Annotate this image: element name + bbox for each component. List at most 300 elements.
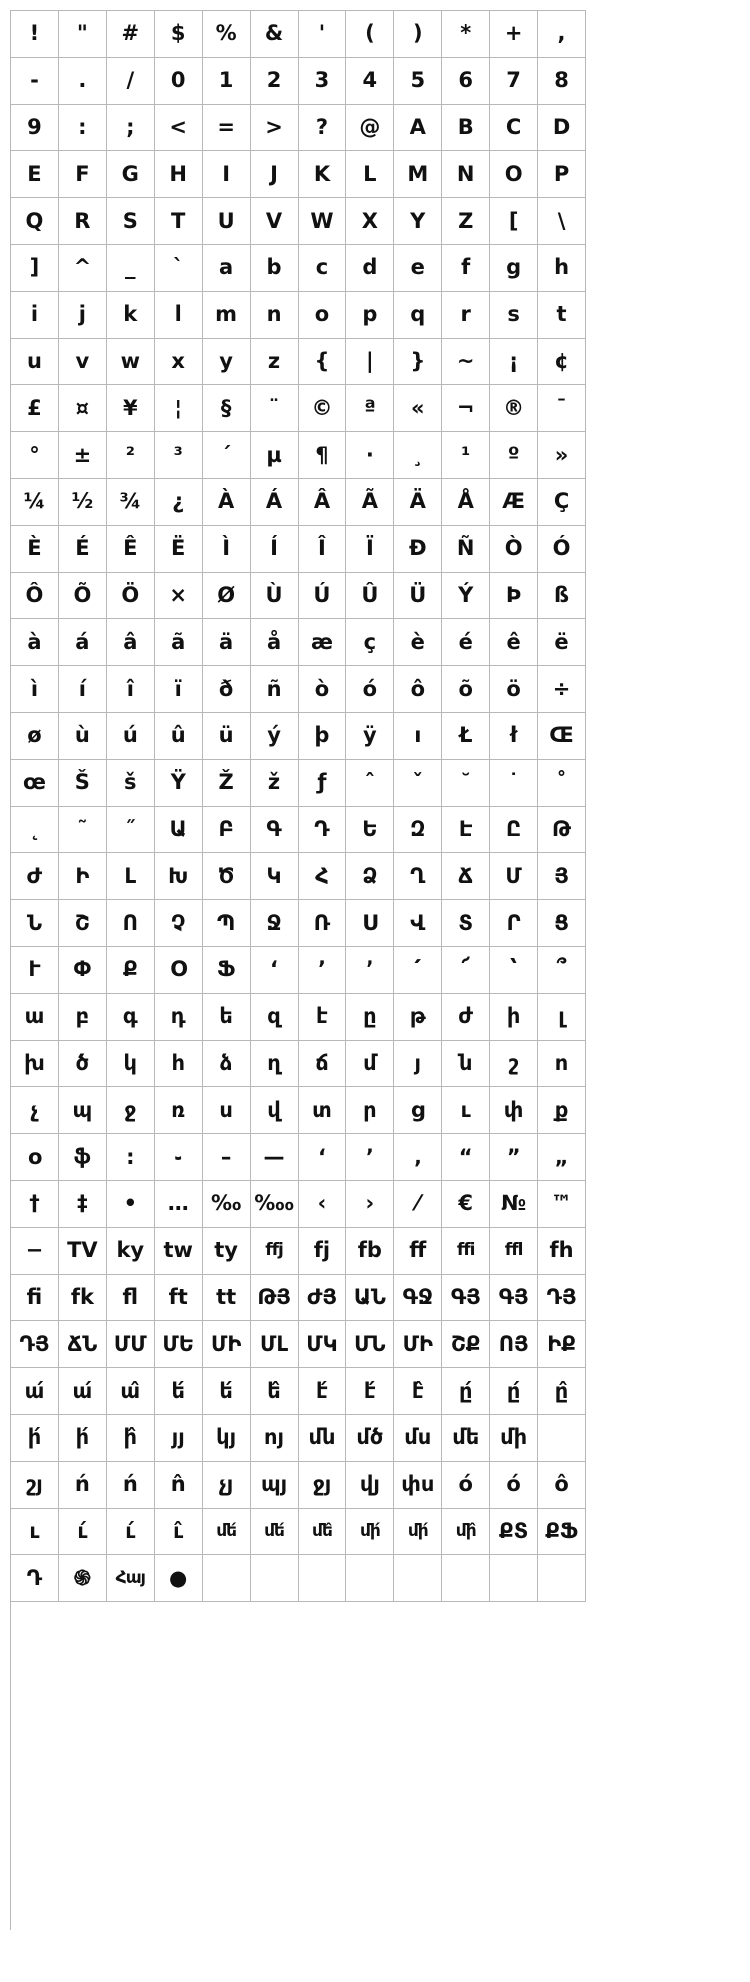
glyph-cell: ¡: [490, 339, 538, 386]
glyph-cell: &: [251, 11, 299, 58]
glyph-cell: k: [107, 292, 155, 339]
glyph-cell: ñ: [251, 666, 299, 713]
glyph-cell: G: [107, 151, 155, 198]
glyph-cell: ˙: [490, 760, 538, 807]
glyph-cell: È: [11, 526, 59, 573]
glyph-cell: í: [59, 666, 107, 713]
glyph-cell: ց: [394, 1087, 442, 1134]
glyph-cell: ‰: [203, 1181, 251, 1228]
glyph-cell: fk: [59, 1275, 107, 1322]
glyph-cell: ï: [155, 666, 203, 713]
glyph-cell: µ: [251, 432, 299, 479]
glyph-cell: ա́: [59, 1368, 107, 1415]
glyph-cell: Դ: [11, 1555, 59, 1602]
glyph-cell: Ð: [394, 526, 442, 573]
glyph-cell: −: [11, 1228, 59, 1275]
glyph-cell: ¯: [538, 385, 586, 432]
glyph-cell: տ: [299, 1087, 347, 1134]
glyph-cell: ոյ: [251, 1415, 299, 1462]
glyph-cell: Հայ: [107, 1555, 155, 1602]
glyph-cell: ւ: [11, 1509, 59, 1556]
glyph-cell: K: [299, 151, 347, 198]
glyph-cell: r: [442, 292, 490, 339]
glyph-cell: մե́: [251, 1509, 299, 1556]
glyph-cell: q: [394, 292, 442, 339]
glyph-cell: ե́: [203, 1368, 251, 1415]
glyph-cell: ի: [490, 994, 538, 1041]
glyph-cell: Մ: [490, 853, 538, 900]
glyph-cell: ը́: [490, 1368, 538, 1415]
glyph-cell: ž: [251, 760, 299, 807]
glyph-cell: ԹՅ: [251, 1275, 299, 1322]
glyph-cell: [538, 1555, 586, 1602]
glyph-cell: Ì: [203, 526, 251, 573]
glyph-cell: [490, 1555, 538, 1602]
glyph-cell: Ž: [203, 760, 251, 807]
glyph-cell: [: [490, 198, 538, 245]
glyph-cell: –: [203, 1134, 251, 1181]
glyph-cell: շյ: [11, 1462, 59, 1509]
glyph-cell: ֆ: [59, 1134, 107, 1181]
glyph-cell: մի́: [346, 1509, 394, 1556]
glyph-cell: Ծ: [203, 853, 251, 900]
glyph-cell: s: [490, 292, 538, 339]
glyph-cell: ՞: [538, 947, 586, 994]
glyph-cell: Ø: [203, 573, 251, 620]
glyph-cell: ‚: [394, 1134, 442, 1181]
glyph-cell: Վ: [394, 900, 442, 947]
glyph-cell: ճ: [299, 1041, 347, 1088]
glyph-cell: ™: [538, 1181, 586, 1228]
glyph-cell: ö: [490, 666, 538, 713]
glyph-cell: ե̂: [251, 1368, 299, 1415]
glyph-cell: ²: [107, 432, 155, 479]
glyph-cell: ü: [203, 713, 251, 760]
glyph-cell: Շ: [59, 900, 107, 947]
glyph-cell: n: [251, 292, 299, 339]
glyph-cell: Â: [299, 479, 347, 526]
glyph-cell: ty: [203, 1228, 251, 1275]
glyph-cell: օ: [11, 1134, 59, 1181]
glyph-cell: 7: [490, 58, 538, 105]
glyph-cell: A: [394, 105, 442, 152]
glyph-cell: ՔՖ: [538, 1509, 586, 1556]
glyph-cell: û: [155, 713, 203, 760]
glyph-cell: ա́: [11, 1368, 59, 1415]
glyph-cell: ã: [155, 619, 203, 666]
glyph-cell: ԳՋ: [394, 1275, 442, 1322]
glyph-cell: ՄԻ: [203, 1321, 251, 1368]
glyph-cell: ¦: [155, 385, 203, 432]
glyph-cell: մծ: [346, 1415, 394, 1462]
glyph-cell: դ: [155, 994, 203, 1041]
glyph-cell: Ք: [107, 947, 155, 994]
glyph-cell: °: [11, 432, 59, 479]
glyph-cell: Տ: [442, 900, 490, 947]
glyph-cell: ”: [490, 1134, 538, 1181]
glyph-cell: ‹: [299, 1181, 347, 1228]
glyph-cell: ffj: [251, 1228, 299, 1275]
glyph-cell: §: [203, 385, 251, 432]
glyph-cell: .: [59, 58, 107, 105]
glyph-cell: յյ: [155, 1415, 203, 1462]
glyph-cell: Զ: [394, 807, 442, 854]
glyph-cell: =: [203, 105, 251, 152]
glyph-cell: ˝: [107, 807, 155, 854]
glyph-cell: Á: [251, 479, 299, 526]
glyph-cell: g: [490, 245, 538, 292]
glyph-cell: ": [59, 11, 107, 58]
glyph-cell: Ց: [538, 900, 586, 947]
glyph-cell: ^: [59, 245, 107, 292]
glyph-cell: l: [155, 292, 203, 339]
glyph-cell: ~: [442, 339, 490, 386]
glyph-cell: Õ: [59, 573, 107, 620]
glyph-cell: P: [538, 151, 586, 198]
glyph-cell: +: [490, 11, 538, 58]
glyph-cell: Í: [251, 526, 299, 573]
glyph-cell: _: [107, 245, 155, 292]
glyph-cell: /: [107, 58, 155, 105]
glyph-cell: լ: [538, 994, 586, 1041]
glyph-cell: Ô: [11, 573, 59, 620]
glyph-cell: d: [346, 245, 394, 292]
glyph-cell: Š: [59, 760, 107, 807]
glyph-cell: Ւ: [11, 947, 59, 994]
glyph-cell: Գ: [251, 807, 299, 854]
glyph-cell: B: [442, 105, 490, 152]
glyph-cell: ª: [346, 385, 394, 432]
glyph-cell: º: [490, 432, 538, 479]
glyph-cell: I: [203, 151, 251, 198]
glyph-cell: ó: [442, 1462, 490, 1509]
glyph-cell: ՇՔ: [442, 1321, 490, 1368]
glyph-cell: ֊: [155, 1134, 203, 1181]
glyph-cell: ս: [203, 1087, 251, 1134]
glyph-cell: •: [107, 1181, 155, 1228]
glyph-cell: ffi: [442, 1228, 490, 1275]
glyph-cell: ՄԵ: [155, 1321, 203, 1368]
glyph-cell: ՛: [394, 947, 442, 994]
glyph-cell: ky: [107, 1228, 155, 1275]
glyph-cell: Z: [442, 198, 490, 245]
glyph-cell: Փ: [59, 947, 107, 994]
glyph-cell: ': [299, 11, 347, 58]
glyph-cell: ¤: [59, 385, 107, 432]
glyph-cell: է̂: [394, 1368, 442, 1415]
glyph-cell: մի́: [394, 1509, 442, 1556]
glyph-cell: ¥: [107, 385, 155, 432]
glyph-cell: ]: [11, 245, 59, 292]
glyph-cell: w: [107, 339, 155, 386]
glyph-cell: é: [442, 619, 490, 666]
glyph-cell: ’: [346, 1134, 394, 1181]
glyph-cell: ջ: [107, 1087, 155, 1134]
glyph-cell: Ա: [155, 807, 203, 854]
glyph-cell: ԱՆ: [346, 1275, 394, 1322]
glyph-cell: №: [490, 1181, 538, 1228]
glyph-cell: ԴՅ: [11, 1321, 59, 1368]
glyph-cell: 9: [11, 105, 59, 152]
glyph-cell: շ: [490, 1041, 538, 1088]
glyph-cell: ԳՅ: [490, 1275, 538, 1322]
glyph-cell: ե́: [155, 1368, 203, 1415]
glyph-cell: Թ: [538, 807, 586, 854]
glyph-cell: —: [251, 1134, 299, 1181]
glyph-cell: õ: [442, 666, 490, 713]
glyph-cell: Ժ: [11, 853, 59, 900]
glyph-cell: tw: [155, 1228, 203, 1275]
glyph-cell: T: [155, 198, 203, 245]
glyph-cell: Y: [394, 198, 442, 245]
glyph-cell: tt: [203, 1275, 251, 1322]
glyph-cell: ա̂: [107, 1368, 155, 1415]
glyph-cell: Ò: [490, 526, 538, 573]
glyph-cell: ç: [346, 619, 394, 666]
glyph-cell: <: [155, 105, 203, 152]
glyph-cell: £: [11, 385, 59, 432]
glyph-cell: մս: [394, 1415, 442, 1462]
glyph-cell: @: [346, 105, 394, 152]
glyph-cell: Œ: [538, 713, 586, 760]
glyph-cell: %: [203, 11, 251, 58]
glyph-cell: ղ: [251, 1041, 299, 1088]
glyph-cell: մե: [442, 1415, 490, 1462]
glyph-cell: S: [107, 198, 155, 245]
glyph-cell: À: [203, 479, 251, 526]
glyph-cell: Ե: [346, 807, 394, 854]
glyph-cell: ): [394, 11, 442, 58]
glyph-cell: ւ̂: [155, 1509, 203, 1556]
glyph-cell: ջյ: [299, 1462, 347, 1509]
glyph-cell: ¢: [538, 339, 586, 386]
glyph-cell: >: [251, 105, 299, 152]
glyph-cell: á: [59, 619, 107, 666]
glyph-cell: Ճ: [442, 853, 490, 900]
glyph-cell: պ: [59, 1087, 107, 1134]
glyph-cell: 8: [538, 58, 586, 105]
glyph-cell: 5: [394, 58, 442, 105]
glyph-cell: ¬: [442, 385, 490, 432]
glyph-cell: ð: [203, 666, 251, 713]
glyph-cell: ւ́: [59, 1509, 107, 1556]
glyph-cell: Ֆ: [203, 947, 251, 994]
glyph-cell: Ռ: [299, 900, 347, 947]
glyph-cell: Ó: [538, 526, 586, 573]
glyph-cell: a: [203, 245, 251, 292]
glyph-cell: :: [59, 105, 107, 152]
glyph-cell: վ: [251, 1087, 299, 1134]
glyph-cell: U: [203, 198, 251, 245]
glyph-cell: Օ: [155, 947, 203, 994]
glyph-cell: ·: [346, 432, 394, 479]
glyph-cell: ;: [107, 105, 155, 152]
glyph-cell: ի́: [11, 1415, 59, 1462]
glyph-cell: ն: [442, 1041, 490, 1088]
glyph-cell: Խ: [155, 853, 203, 900]
glyph-cell: M: [394, 151, 442, 198]
glyph-cell: ä: [203, 619, 251, 666]
glyph-cell: ը: [346, 994, 394, 1041]
glyph-cell: Ձ: [346, 853, 394, 900]
glyph-cell: ô: [394, 666, 442, 713]
glyph-cell: (: [346, 11, 394, 58]
glyph-cell: հ: [155, 1041, 203, 1088]
glyph-cell: 6: [442, 58, 490, 105]
glyph-cell: ˘: [442, 760, 490, 807]
glyph-cell: ó: [346, 666, 394, 713]
glyph-cell: C: [490, 105, 538, 152]
glyph-cell: բ: [59, 994, 107, 1041]
glyph-cell: ´: [203, 432, 251, 479]
glyph-cell: ¹: [442, 432, 490, 479]
glyph-cell: ¸: [394, 432, 442, 479]
glyph-cell: N: [442, 151, 490, 198]
glyph-cell: y: [203, 339, 251, 386]
glyph-cell: ը́: [442, 1368, 490, 1415]
glyph-cell: ë: [538, 619, 586, 666]
glyph-cell: է: [299, 994, 347, 1041]
glyph-cell: ԻՔ: [538, 1321, 586, 1368]
glyph-cell: ՚: [346, 947, 394, 994]
glyph-cell: ˆ: [346, 760, 394, 807]
glyph-cell: fb: [346, 1228, 394, 1275]
glyph-cell: E: [11, 151, 59, 198]
glyph-cell: [442, 1555, 490, 1602]
glyph-cell: \: [538, 198, 586, 245]
glyph-cell: վյ: [346, 1462, 394, 1509]
glyph-cell: Ä: [394, 479, 442, 526]
glyph-cell: e: [394, 245, 442, 292]
glyph-cell: խ: [11, 1041, 59, 1088]
glyph-cell: ՜: [442, 947, 490, 994]
glyph-cell: œ: [11, 760, 59, 807]
glyph-cell: 3: [299, 58, 347, 105]
glyph-cell: ‱: [251, 1181, 299, 1228]
glyph-cell: Ո: [107, 900, 155, 947]
glyph-cell: Ú: [299, 573, 347, 620]
glyph-cell: Ł: [442, 713, 490, 760]
glyph-cell: fl: [107, 1275, 155, 1322]
glyph-cell: ւ: [442, 1087, 490, 1134]
glyph-cell: ×: [155, 573, 203, 620]
glyph-cell: è: [394, 619, 442, 666]
glyph-cell: »: [538, 432, 586, 479]
glyph-cell: h: [538, 245, 586, 292]
glyph-cell: ˛: [11, 807, 59, 854]
glyph-cell: է́: [346, 1368, 394, 1415]
glyph-cell: փս: [394, 1462, 442, 1509]
glyph-cell: ù: [59, 713, 107, 760]
glyph-cell: ՃՆ: [59, 1321, 107, 1368]
glyph-cell: Ը: [490, 807, 538, 854]
glyph-cell: 1: [203, 58, 251, 105]
glyph-cell: Ö: [107, 573, 155, 620]
glyph-cell: š: [107, 760, 155, 807]
glyph-cell: fh: [538, 1228, 586, 1275]
glyph-cell: €: [442, 1181, 490, 1228]
glyph-cell: ⁄: [394, 1181, 442, 1228]
glyph-cell: i: [11, 292, 59, 339]
glyph-cell: կյ: [203, 1415, 251, 1462]
glyph-cell: n̂: [155, 1462, 203, 1509]
glyph-cell: ff: [394, 1228, 442, 1275]
glyph-cell: Է: [442, 807, 490, 854]
glyph-cell: ó: [490, 1462, 538, 1509]
glyph-cell: ռ: [155, 1087, 203, 1134]
glyph-cell: x: [155, 339, 203, 386]
glyph-cell: Ê: [107, 526, 155, 573]
glyph-cell: ՄՄ: [107, 1321, 155, 1368]
glyph-cell: þ: [299, 713, 347, 760]
glyph-cell: Լ: [107, 853, 155, 900]
glyph-cell: ý: [251, 713, 299, 760]
glyph-cell: î: [107, 666, 155, 713]
glyph-cell: Ñ: [442, 526, 490, 573]
glyph-cell: *: [442, 11, 490, 58]
glyph-cell: m: [203, 292, 251, 339]
glyph-cell: “: [442, 1134, 490, 1181]
glyph-cell: Դ: [299, 807, 347, 854]
glyph-cell: ¨: [251, 385, 299, 432]
glyph-cell: ձ: [203, 1041, 251, 1088]
glyph-cell: ՝: [490, 947, 538, 994]
glyph-cell: f: [442, 245, 490, 292]
glyph-cell: Q: [11, 198, 59, 245]
glyph-cell: {: [299, 339, 347, 386]
glyph-cell: ł: [490, 713, 538, 760]
glyph-cell: !: [11, 11, 59, 58]
glyph-cell: մի̂: [442, 1509, 490, 1556]
glyph-cell: Ç: [538, 479, 586, 526]
glyph-cell: fi: [11, 1275, 59, 1322]
glyph-cell: զ: [251, 994, 299, 1041]
glyph-cell: ffl: [490, 1228, 538, 1275]
glyph-cell: æ: [299, 619, 347, 666]
glyph-cell: ,: [538, 11, 586, 58]
glyph-cell: }: [394, 339, 442, 386]
glyph-cell: Պ: [203, 900, 251, 947]
glyph-cell: Ր: [490, 900, 538, 947]
glyph-cell: ք: [538, 1087, 586, 1134]
glyph-cell: fj: [299, 1228, 347, 1275]
glyph-cell: ú: [107, 713, 155, 760]
glyph-cell: «: [394, 385, 442, 432]
glyph-cell: p: [346, 292, 394, 339]
glyph-cell: Å: [442, 479, 490, 526]
glyph-cell: b: [251, 245, 299, 292]
glyph-cell: à: [11, 619, 59, 666]
glyph-cell: Ù: [251, 573, 299, 620]
glyph-cell: ô: [538, 1462, 586, 1509]
glyph-cell: t: [538, 292, 586, 339]
glyph-cell: Հ: [299, 853, 347, 900]
glyph-cell: Կ: [251, 853, 299, 900]
glyph-cell: ¶: [299, 432, 347, 479]
glyph-cell: մե̂: [299, 1509, 347, 1556]
glyph-cell: ê: [490, 619, 538, 666]
glyph-cell: 2: [251, 58, 299, 105]
glyph-cell: ›: [346, 1181, 394, 1228]
glyph-cell: „: [538, 1134, 586, 1181]
glyph-cell: ւ́: [107, 1509, 155, 1556]
glyph-cell: ‡: [59, 1181, 107, 1228]
glyph-cell: Ý: [442, 573, 490, 620]
glyph-cell: ե: [203, 994, 251, 1041]
glyph-cell: ß: [538, 573, 586, 620]
glyph-cell: ˚: [538, 760, 586, 807]
glyph-cell: յ: [394, 1041, 442, 1088]
